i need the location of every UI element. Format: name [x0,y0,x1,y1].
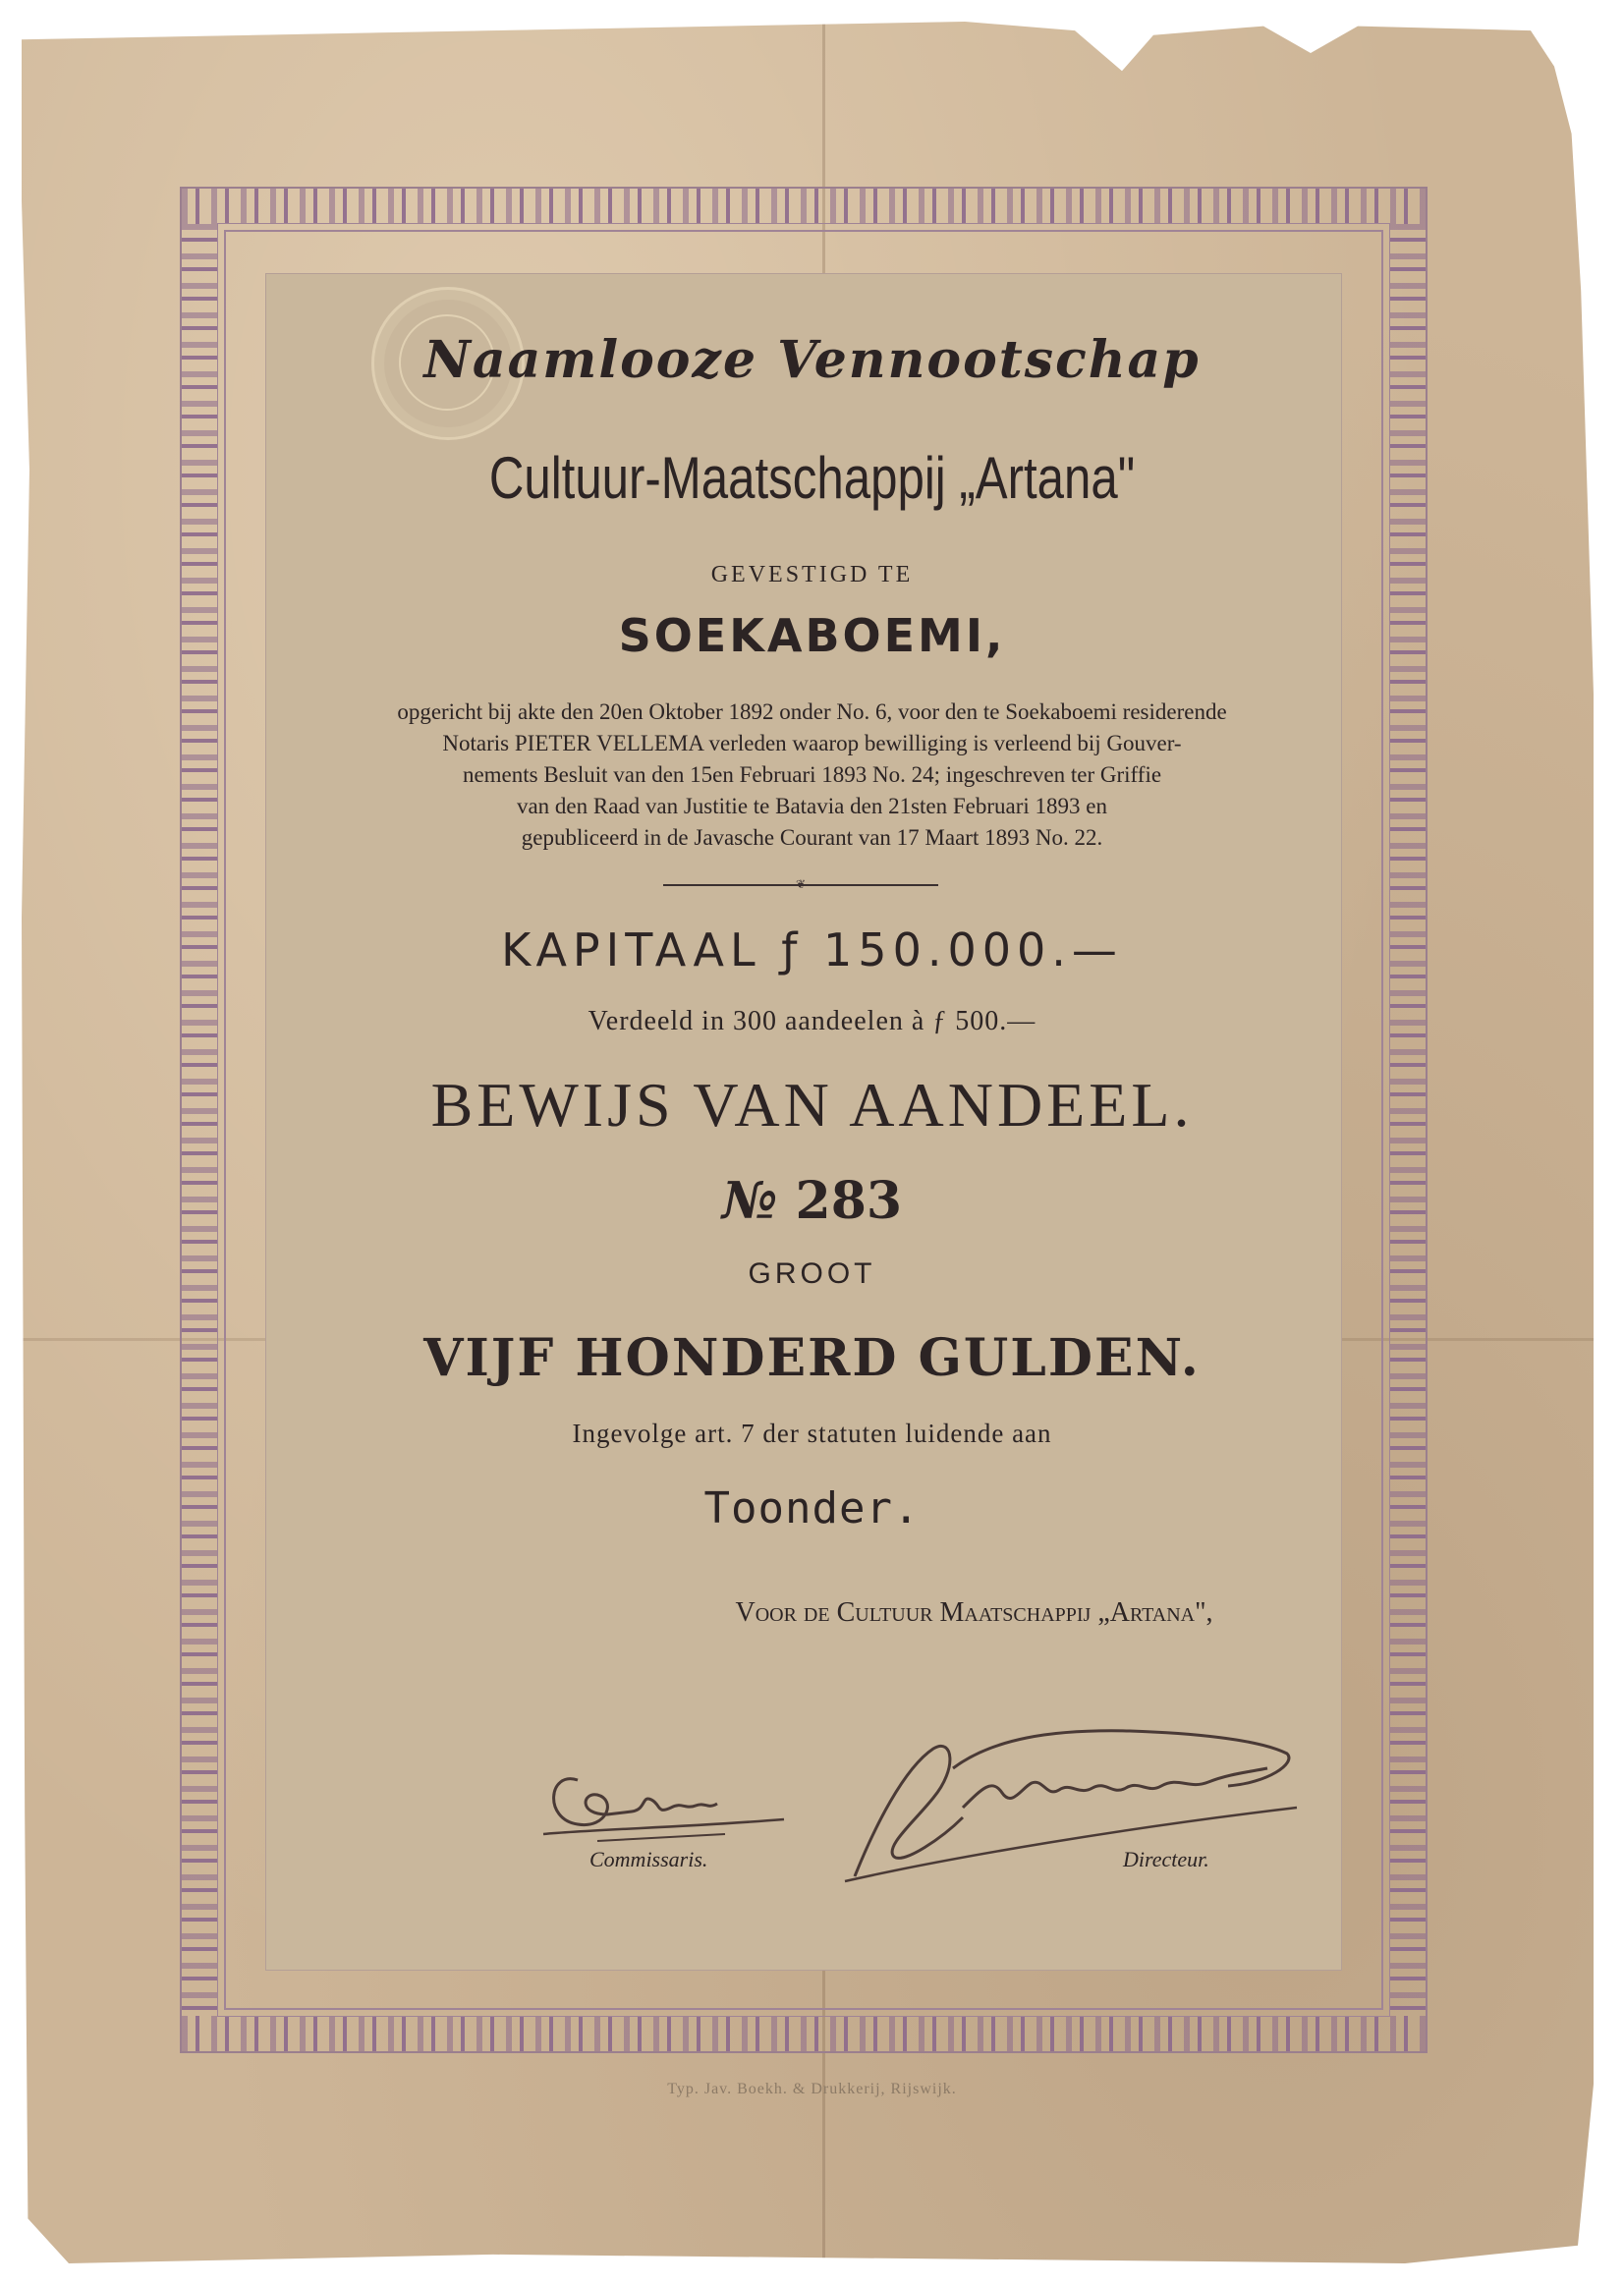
commissaris-signature [538,1741,794,1859]
on-behalf-line: Voor de Cultuur Maatschappij „Artana", [735,1597,1213,1628]
bearer-designation: Toonder. [703,1483,921,1533]
incorporation-line: gepubliceerd in de Javasche Courant van 17 Maart 1893 No. 22. [521,825,1103,850]
directeur-signature [835,1709,1307,1886]
share-number [0,1171,1624,1231]
groot-label: GROOT [748,1257,876,1290]
company-type: Naamlooze Vennootschap [423,330,1201,390]
incorporation-line: Notaris PIETER VELLEMA verleden waarop bewilliging is verleend bij Gouver- [442,731,1182,755]
company-name: Cultuur-Maatschappij „Artana" [488,445,1136,511]
city: SOEKABOEMI, [618,609,1006,662]
directeur-label: Directeur. [1123,1847,1209,1871]
incorporation-line: van den Raad van Justitie te Batavia den 21sten Februari 1893 en [516,794,1108,818]
ornament-band-top [182,189,1426,224]
incorporation-line: nements Besluit van den 15en Februari 1893 No. 24; ingeschreven ter Griffie [462,762,1162,787]
divider-ornament-icon: ❦ [795,877,807,891]
document-type-heading: BEWIJS VAN AANDEEL. [430,1070,1194,1140]
printer-imprint: Typ. Jav. Boekh. & Drukkerij, Rijswijk. [667,2081,957,2097]
share-number-value: 283 [795,1171,903,1231]
share-division: Verdeeld in 300 aandeelen à ƒ 500.— [588,1006,1036,1036]
statute-text: Ingevolge art. 7 der statuten luidende aan [572,1419,1052,1448]
commissaris-label: Commissaris. [589,1847,708,1871]
ornament-band-bottom [182,2016,1426,2051]
number-symbol: № [721,1171,778,1231]
amount-in-words: VIJF HONDERD GULDEN. [423,1328,1201,1388]
established-label: GEVESTIGD TE [710,562,914,587]
capital-amount: KAPITAAL ƒ 150.000.— [501,923,1123,976]
incorporation-line: opgericht bij akte den 20en Oktober 1892 onder No. 6, voor den te Soekaboemi residerende [397,699,1227,724]
